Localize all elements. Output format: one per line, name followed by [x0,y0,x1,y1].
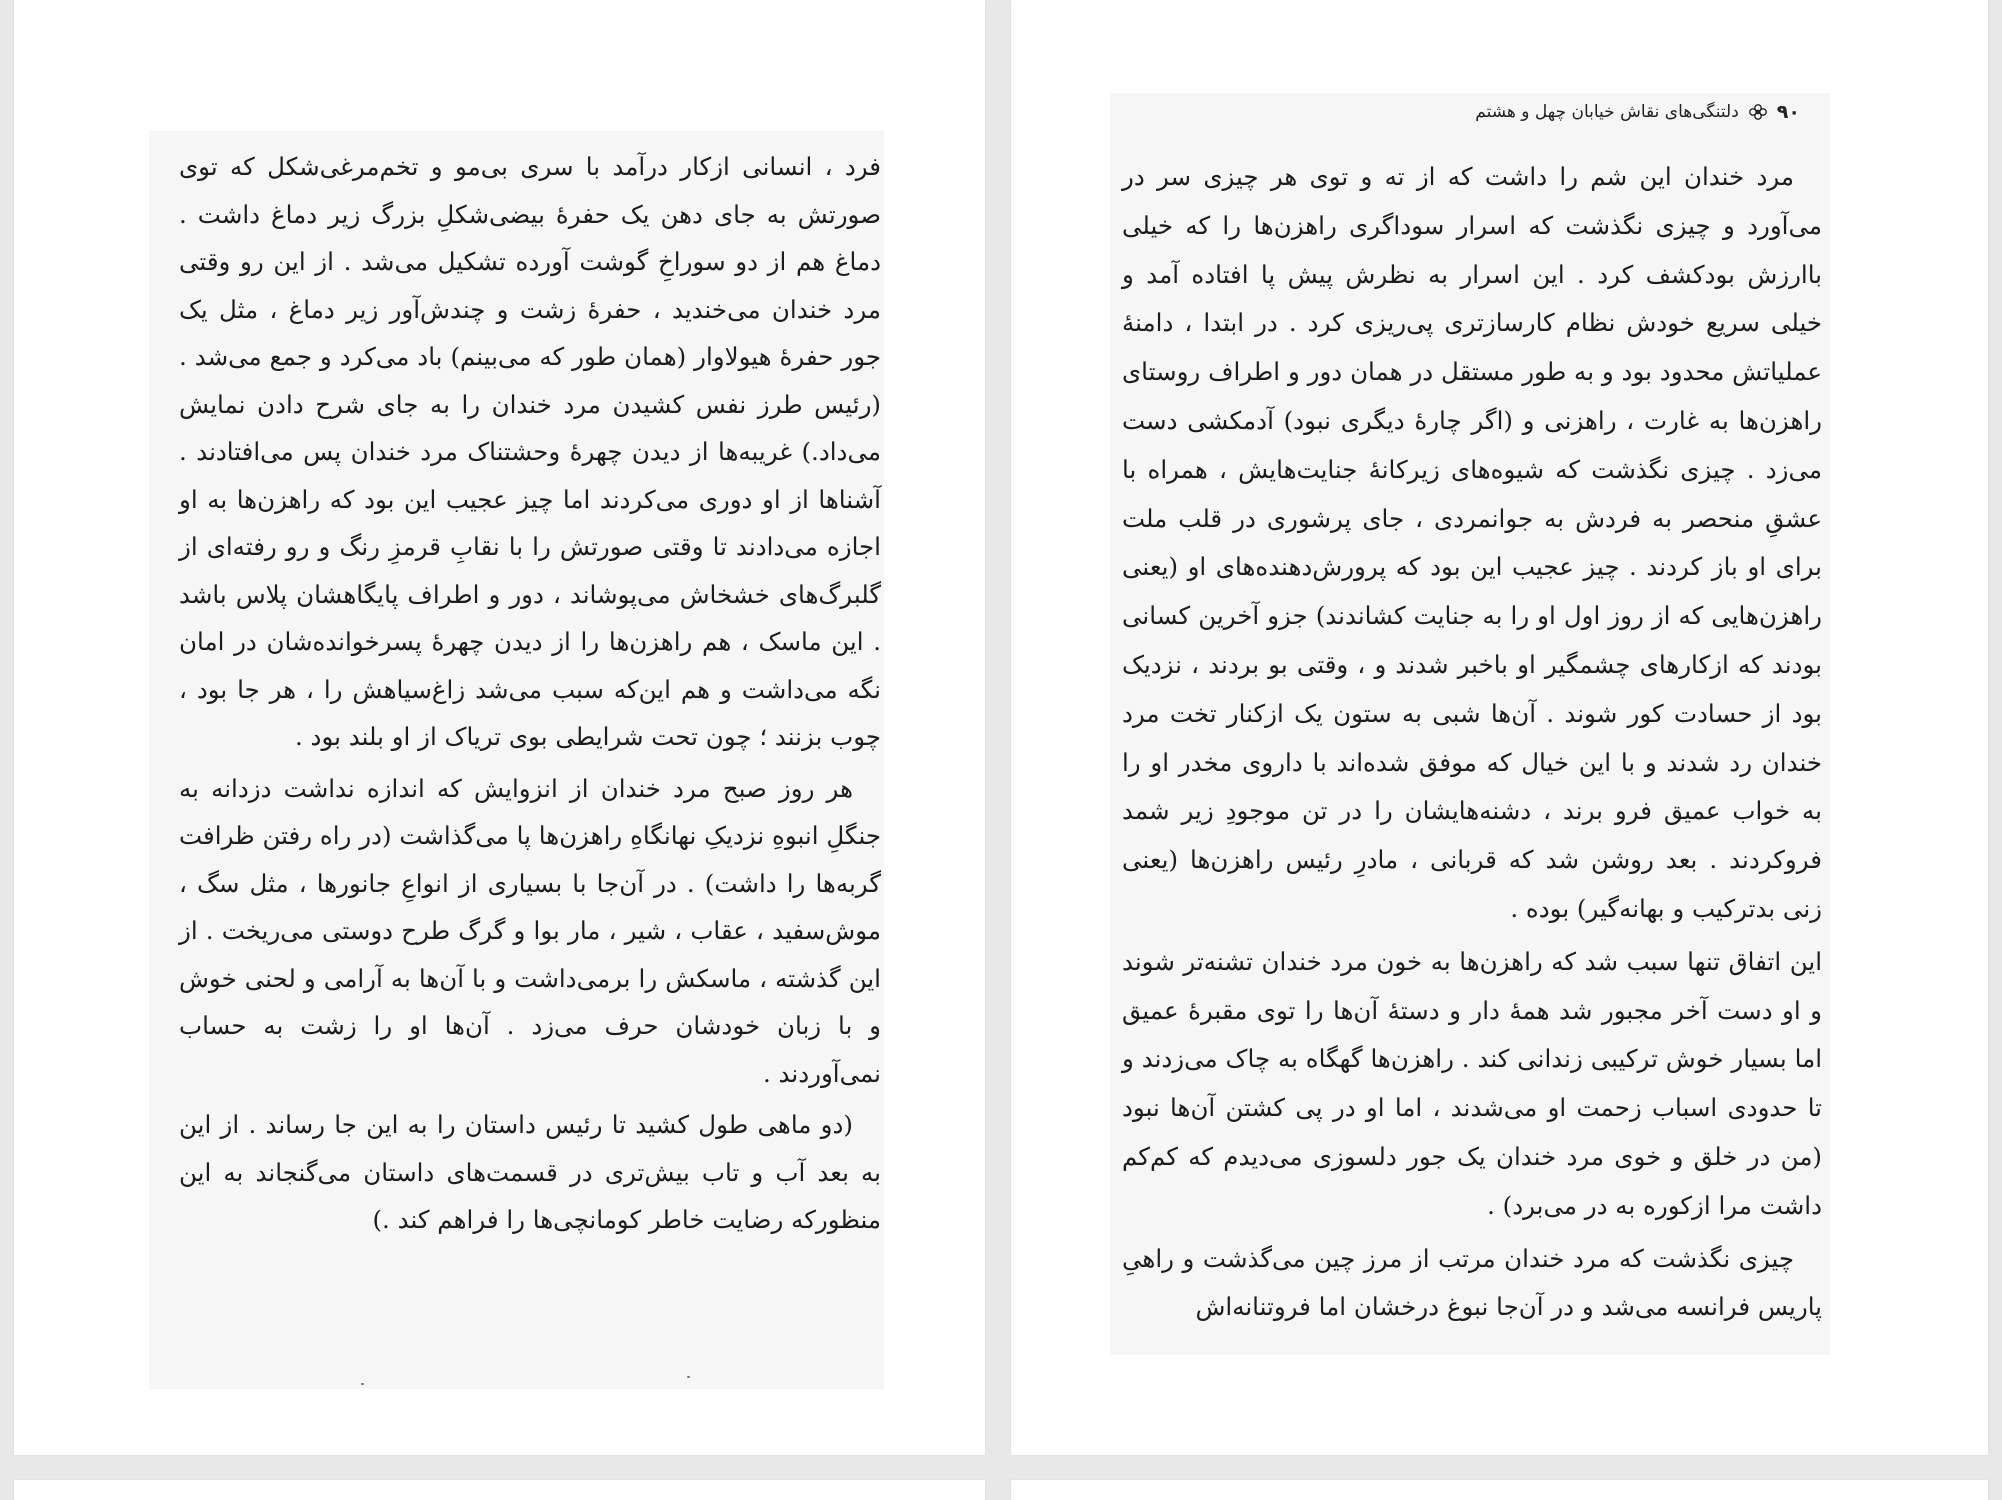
scan-speck [361,1383,364,1385]
left-page-scan [149,131,884,1389]
paragraph: فرد ، انسانی ازکار درآمد با سری بی‌مو و تخم‌مرغی‌شکل که توی صورتش به جای دهن یک حفرهٔ بیضی‌شکلِ بزرگ زیر دماغ داشت . دماغ هم از دو سوراخِ گوشت آورده تشکیل می‌شد . از این رو وقتی مرد خندان می‌خندید ، حفرهٔ زشت و چندش‌آور زیر دماغ ، مثل یک جور حفرهٔ هیولاوار (همان طور که می‌بینم) باد می‌کرد و جمع می‌شد . (رئیس طرز نفس کشیدن مرد خندان را به جای شرح دادن نمایش می‌داد.) غریبه‌ها از دیدن چهرهٔ وحشتناک مرد خندان پس می‌افتادند . آشناها از او دوری می‌کردند اما چیز عجیب این بود که راهزن‌ها به او اجازه می‌دادند تا وقتی صورتش را با نقابِ قرمزِ رنگ و رو رفته‌ای از گلبرگ‌های خشخاش می‌پوشاند ، دور و اطراف پایگاهشان پلاس باشد . این ماسک ، هم راهزن‌ها را از دیدن چهرهٔ پسرخوانده‌شان در امان نگه می‌داشت و هم این‌که سبب می‌شد زاغ‌سیاهش را ، هر جا بود ، چوب بزنند ؛ چون تحت شرایطی بوی تریاک از او بلند بود . [179,152,881,751]
running-head [1475,101,1800,123]
flower-ornament-icon [1747,103,1769,121]
left-page-text [179,143,881,1244]
running-head-title: دلتنگی‌های نقاش خیابان چهل و هشتم [1475,102,1739,122]
paragraph: این اتفاق تنها سبب شد که راهزن‌ها به خون مرد خندان تشنه‌تر شوند و او دست آخر مجبور شد همهٔ دار و دستهٔ آن‌ها را توی مقبرهٔ عمیق اما بسیار خوش ترکیبی زندانی کند . راهزن‌ها گهگاه به چاک می‌زدند و تا حدودی اسباب زحمت او می‌شدند ، اما او در پی کشتن آن‌ها نبود (من در خلق و خوی مرد خندان یک جور دلسوزی می‌دیدم که کم‌کم داشت مرا ازکوره به در می‌برد) . [1122,946,1822,1220]
right-page-text [1122,153,1822,1332]
paragraph: هر روز صبح مرد خندان از انزوایش که اندازه نداشت دزدانه به جنگلِ انبوهِ نزدیکِ نهانگاهِ راهزن‌ها پا می‌گذاشت (در راه رفتن ظرافت گربه‌ها را داشت) . در آن‌جا با بسیاری از انواعِ جانورها ، مثل سگ ، موش‌سفید ، عقاب ، شیر ، مار بوا و گرگ طرح دوستی می‌ریخت . از این گذشته ، ماسکش را برمی‌داشت و با آن‌ها به آرامی و لحنی خوش و با زبان خودشان حرف می‌زد . آن‌ها او را زشت به حساب نمی‌آوردند . [179,773,881,1088]
page-number: ۹۰ [1776,101,1800,123]
paragraph: چیزی نگذشت که مرد خندان مرتب از مرز چین می‌گذشت و راهیِ پاریس فرانسه می‌شد و در آن‌جا نبوغ درخشان اما فروتنانه‌اش [1122,1243,1822,1322]
right-page-scan [1110,93,1830,1355]
paragraph: (دو ماهی طول کشید تا رئیس داستان را به این جا رساند . از این به بعد آب و تاب بیش‌تری در قسمت‌های داستان می‌گنجاند به این منظورکه رضایت خاطر کومانچی‌ها را فراهم کند .) [179,1110,881,1234]
left-page [14,0,985,1455]
next-left-page [14,1480,985,1500]
next-right-page [1011,1480,1988,1500]
scan-speck [687,1376,690,1378]
right-page [1011,0,1988,1455]
paragraph: مرد خندان این شم را داشت که از ته و توی هر چیزی سر در می‌آورد و چیزی نگذشت که اسرار سوداگری راهزن‌ها را که خیلی باارزش بودکشف کرد . این اسرار به نظرش پیش پا افتاده آمد و خیلی سریع خودش نظام کارسازتری پی‌ریزی کرد . در ابتدا ، دامنهٔ عملیاتش محدود بود و به طور مستقل در همان دور و اطراف روستای راهزن‌ها به غارت ، راهزنی و (اگر چارهٔ دیگری نبود) آدمکشی دست می‌زد . چیزی نگذشت که شیوه‌های زیرکانهٔ جنایت‌هایش ، همراه با عشقِ منحصر به فردش به جوانمردی ، جای پرشوری در قلب ملت برای او باز کردند . چیز عجیب این بود که پرورش‌دهنده‌های او (یعنی راهزن‌هایی که از روز اول او را به جنایت کشاندند) جزو آخرین کسانی بودند که ازکارهای چشمگیر او باخبر شدند و ، وقتی بو بردند ، نزدیک بود از حسادت کور شوند . آن‌ها شبی به ستون یک ازکنار تخت مرد خندان رد شدند و با این خیال که موفق شده‌اند با داروی مخدر او را به خواب عمیق فرو برند ، دشنه‌هایشان را در تن موجودِ زیر شمد فروکردند . بعد روشن شد که قربانی ، مادرِ رئیس راهزن‌ها (یعنی زنی بدترکیب و بهانه‌گیر) بوده . [1122,162,1822,923]
